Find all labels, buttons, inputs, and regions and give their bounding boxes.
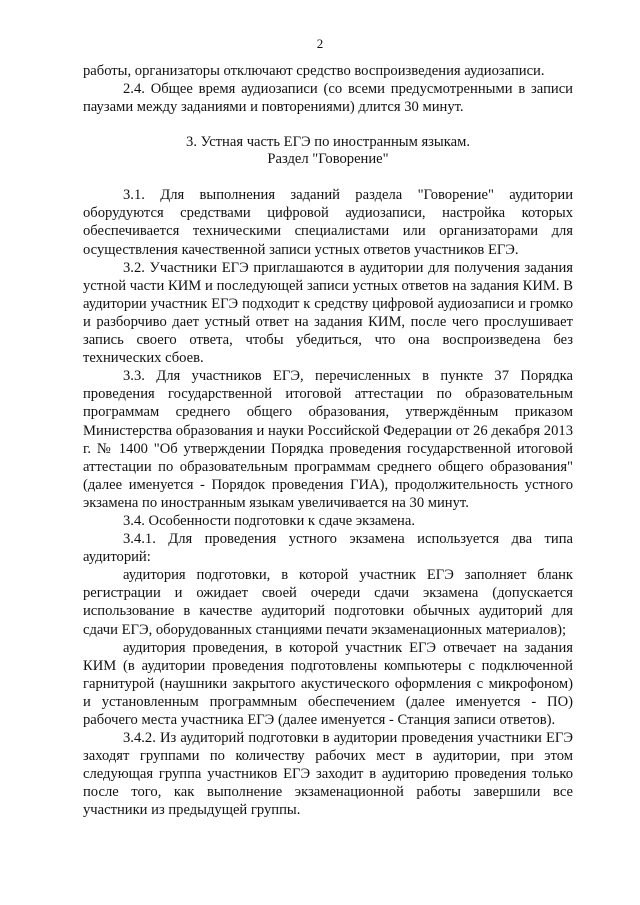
paragraph-3-4-2: 3.4.2. Из аудиторий подготовки в аудитории проведения участники ЕГЭ заходят группами по количеству рабочих мест в аудитории, при этом следующая группа участников ЕГЭ заходит в аудиторию проведения только после того, как выполнение экзаменационной работы завершили все участники из предыдущей группы. [83,730,573,819]
paragraph-3-4-1: 3.4.1. Для проведения устного экзамена используется два типа аудиторий: [83,531,573,566]
paragraph-3-1: 3.1. Для выполнения заданий раздела "Говорение" аудитории оборудуются средствами цифровой аудиозаписи, настройка которых обеспечивается техническими специалистами или организаторами для осуществления качественной записи устных ответов участников ЕГЭ. [83,187,573,258]
section-heading-line-1: 3. Устная часть ЕГЭ по иностранным языкам. [186,134,470,151]
paragraph-3-3: 3.3. Для участников ЕГЭ, перечисленных в пункте 37 Порядка проведения государственной итоговой аттестации по образовательным программам среднего общего образования, утверждённым приказом Министерства образования и науки Российской Федерации от 26 декабря 2013 г. № 1400 "Об утверждении Порядка проведения государственной итоговой аттестации по образовательным программам среднего общего образования" (далее именуется - Порядок проведения ГИА), продолжительность устного экзамена по иностранным языкам увеличивается на 30 минут. [83,368,573,511]
section-heading-line-2: Раздел "Говорение" [267,151,389,168]
page-number: 2 [316,36,324,51]
document-body [83,62,573,820]
paragraph-3-2: 3.2. Участники ЕГЭ приглашаются в аудитории для получения задания устной части КИМ и последующей записи устных ответов на задания КИМ. В аудитории участник ЕГЭ подходит к средству цифровой аудиозаписи и громко и разборчиво дает устный ответ на задания КИМ, после чего прослушивает запись своего ответа, чтобы убедиться, что она воспроизведена без технических сбоев. [83,259,573,367]
paragraph-exam-room: аудитория проведения, в которой участник ЕГЭ отвечает на задания КИМ (в аудитории проведения подготовлены компьютеры с подключенной гарнитурой (наушники закрытого акустического оформления с микрофоном) и установленным программным обеспечением (далее именуется - ПО) рабочего места участника ЕГЭ (далее именуется - Станция записи ответов). [83,639,573,728]
paragraph-3-4: 3.4. Особенности подготовки к сдаче экзамена. [123,512,415,529]
paragraph-prep-room: аудитория подготовки, в которой участник ЕГЭ заполняет бланк регистрации и ожидает своей очереди сдачи экзамена (допускается использование в качестве аудиторий подготовки обычных аудиторий для сдачи ЕГЭ, оборудованных станциями печати экзаменационных материалов); [83,567,573,638]
section-heading [83,134,573,168]
paragraph-2-4: 2.4. Общее время аудиозаписи (со всеми предусмотренными в записи паузами между заданиями и повторениями) длится 30 минут. [83,81,573,116]
paragraph-continuation: работы, организаторы отключают средство воспроизведения аудиозаписи. [83,63,545,79]
